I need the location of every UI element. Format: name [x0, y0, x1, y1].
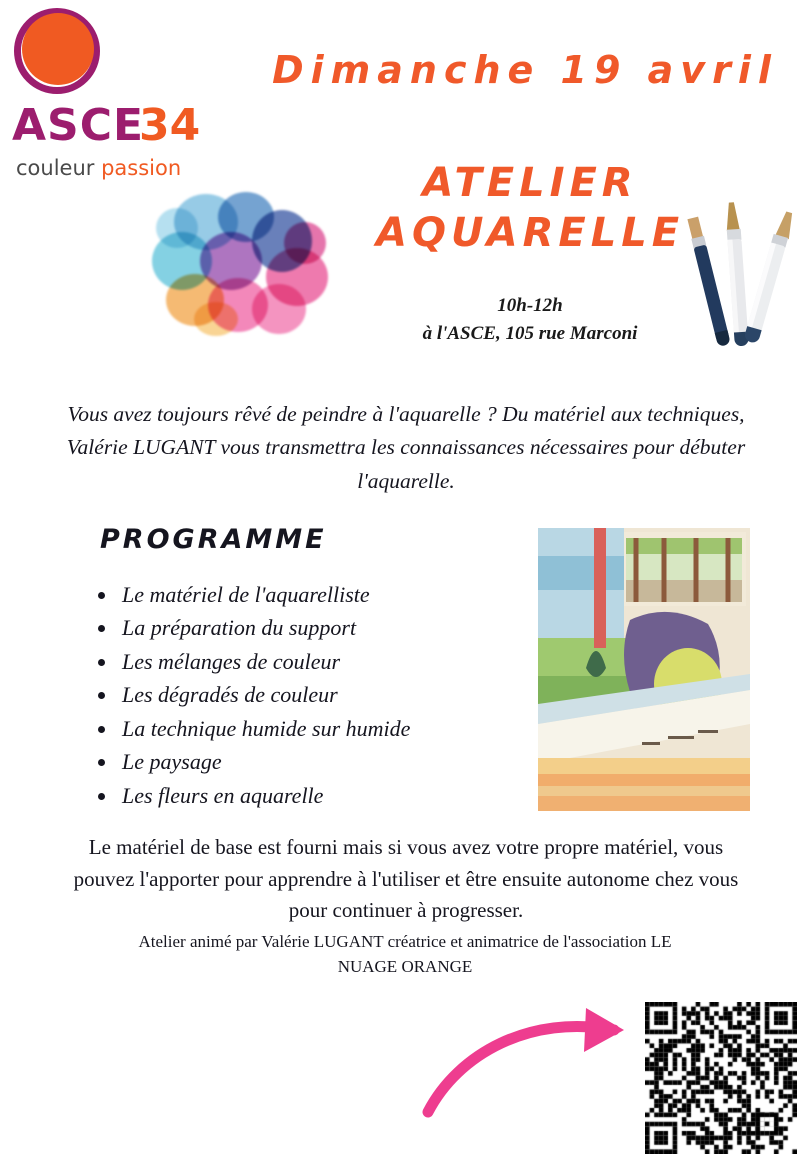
brushes-svg	[676, 196, 806, 356]
paint-brushes-image	[676, 196, 806, 356]
watercolor-splash-image	[148, 192, 338, 342]
logo-tagline-word2: passion	[101, 156, 182, 180]
programme-heading: PROGRAMME	[100, 524, 327, 555]
circle-logo-icon	[14, 8, 106, 100]
event-time: 10h-12h	[497, 295, 563, 316]
logo-brand-text: ASCE	[12, 100, 145, 151]
logo-tagline-word1: couleur	[16, 156, 95, 180]
watercolor-landscape-photo	[538, 528, 750, 811]
list-item: • Les dégradés de couleur	[118, 678, 548, 711]
list-item: • Les mélanges de couleur	[118, 645, 548, 678]
title-line-1: ATELIER	[422, 160, 638, 206]
page-title	[330, 158, 730, 258]
logo-tagline	[16, 158, 181, 179]
programme-list	[92, 578, 548, 812]
title-line-2: AQUARELLE	[375, 210, 685, 256]
list-item: • Le matériel de l'aquarelliste	[118, 578, 548, 611]
list-item: • La préparation du support	[118, 611, 548, 644]
list-item: • Les fleurs en aquarelle	[118, 779, 548, 812]
curved-arrow-icon	[418, 1000, 638, 1120]
list-item: • La technique humide sur humide	[118, 712, 548, 745]
event-date: Dimanche 19 avril	[272, 48, 778, 92]
list-item: • Le paysage	[118, 745, 548, 778]
asce-logo	[8, 8, 208, 183]
painting-svg	[538, 528, 750, 811]
qr-code-icon[interactable]	[645, 1002, 797, 1154]
material-note: Le matériel de base est fourni mais si vous avez votre propre matériel, vous pouvez l'apporter pour apprendre à l'utiliser et être ensuite autonome chez vous pour continuer à progresser.	[73, 835, 739, 922]
logo-number-text: 34	[139, 100, 201, 151]
arrow-svg	[418, 1000, 638, 1120]
event-place: à l'ASCE, 105 rue Marconi	[422, 322, 638, 344]
event-time-place	[350, 292, 710, 347]
credit-note: Atelier animé par Valérie LUGANT créatrice et animatrice de l'association LE NUAGE ORANGE	[138, 932, 672, 976]
intro-paragraph: Vous avez toujours rêvé de peindre à l'aquarelle ? Du matériel aux techniques, Valérie LUGANT vous transmettra les connaissances nécessaires pour débuter l'aquarelle.	[66, 402, 746, 493]
